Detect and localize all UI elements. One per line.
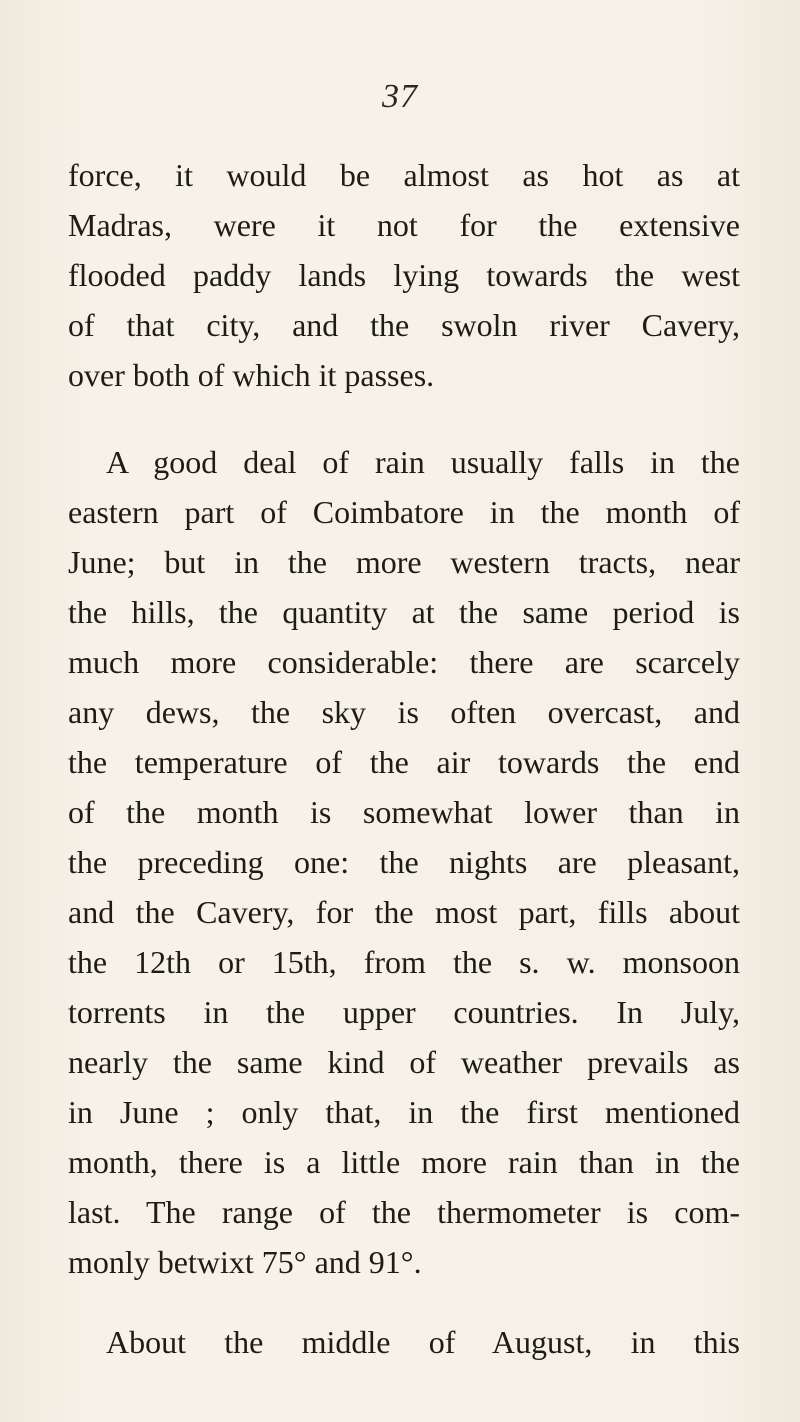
text-line: June; but in the more western tracts, near bbox=[68, 544, 740, 580]
text-line: the hills, the quantity at the same period is bbox=[68, 594, 740, 630]
text-line: About the middle of August, in this bbox=[106, 1324, 740, 1360]
text-line: flooded paddy lands lying towards the west bbox=[68, 257, 740, 293]
text-line: of the month is somewhat lower than in bbox=[68, 794, 740, 830]
text-line: in June ; only that, in the first mentioned bbox=[68, 1094, 740, 1130]
text-line: monly betwixt 75° and 91°. bbox=[68, 1244, 422, 1280]
text-line: eastern part of Coimbatore in the month of bbox=[68, 494, 740, 530]
text-line: Madras, were it not for the extensive bbox=[68, 207, 740, 243]
text-line: A good deal of rain usually falls in the bbox=[106, 444, 740, 480]
text-line: torrents in the upper countries. In July, bbox=[68, 994, 740, 1030]
text-line: of that city, and the swoln river Cavery, bbox=[68, 307, 740, 343]
text-line: the 12th or 15th, from the s. w. monsoon bbox=[68, 944, 740, 980]
text-line: force, it would be almost as hot as at bbox=[68, 157, 740, 193]
text-line: nearly the same kind of weather prevails as bbox=[68, 1044, 740, 1080]
text-line: last. The range of the thermometer is com- bbox=[68, 1194, 740, 1230]
text-line: the temperature of the air towards the end bbox=[68, 744, 740, 780]
page-number: 37 bbox=[382, 78, 418, 115]
text-line: any dews, the sky is often overcast, and bbox=[68, 694, 740, 730]
text-line: much more considerable: there are scarcely bbox=[68, 644, 740, 680]
text-line: month, there is a little more rain than in the bbox=[68, 1144, 740, 1180]
text-line: and the Cavery, for the most part, fills about bbox=[68, 894, 740, 930]
text-line: over both of which it passes. bbox=[68, 357, 435, 393]
text-line: the preceding one: the nights are pleasant, bbox=[68, 844, 740, 880]
